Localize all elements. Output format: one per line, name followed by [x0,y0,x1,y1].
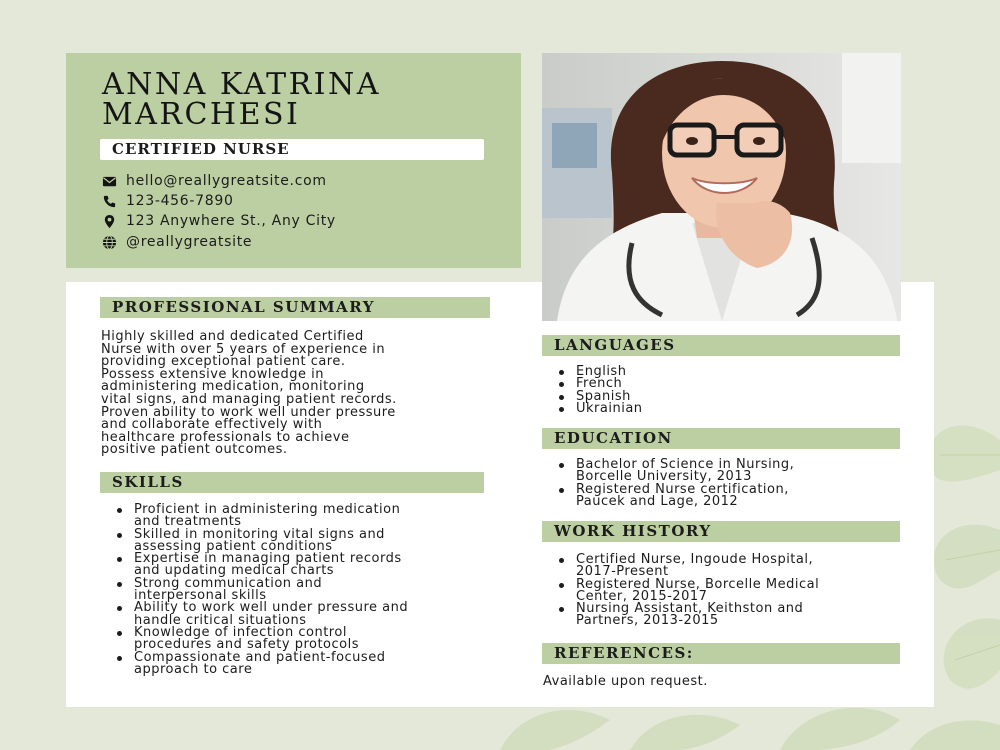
references-heading: REFERENCES: [554,644,694,662]
name-line-2: MARCHESI [102,97,301,132]
contact-phone[interactable] [102,191,234,211]
list-item: Ukrainian [554,403,894,415]
list-item-line: Nursing Assistant, Keithston and [576,601,804,617]
list-item [554,603,894,628]
globe-icon [102,235,117,250]
summary-line: vital signs, and managing patient records. [101,391,397,407]
list-item-line: Proficient in administering medication [134,502,401,517]
skills-heading-bar [100,472,484,493]
education-heading-bar [542,428,900,449]
languages-heading-bar [542,335,900,356]
list-item-line: Registered Nurse, Borcelle Medical [576,576,820,592]
contact-address [102,211,336,231]
work-history-heading: WORK HISTORY [554,522,712,540]
list-item: French [554,378,894,390]
phone-text: 123-456-7890 [126,193,234,209]
references-text: Available upon request. [543,674,708,689]
address-text: 123 Anywhere St., Any City [126,213,336,229]
email-text: hello@reallygreatsite.com [126,173,327,189]
summary-line: Proven ability to work well under pressure [101,404,396,420]
candidate-name [102,67,512,132]
website-text: @reallygreatsite [126,234,253,250]
list-item-line: handle critical situations [134,612,307,628]
job-title-bar [100,139,484,160]
list-item-line: Bachelor of Science in Nursing, [576,457,795,472]
summary-heading-bar [100,297,490,318]
list-item [554,576,894,604]
education-list [554,459,894,508]
summary-text [101,331,501,457]
list-item-line: Skilled in monitoring vital signs and [134,526,385,542]
job-title: CERTIFIED NURSE [112,140,290,158]
list-item-line: Certified Nurse, Ingoude Hospital, [576,552,814,567]
list-item-line: and treatments [134,514,242,530]
list-item-line: approach to care [134,661,253,677]
list-item-line: Paucek and Lage, 2012 [576,493,739,509]
list-item-line: Center, 2015-2017 [576,588,708,604]
education-heading: EDUCATION [554,429,673,447]
list-item-line: Ability to work well under pressure and [134,600,409,616]
contact-email[interactable] [102,171,327,191]
list-item: Spanish [554,391,894,403]
list-item-line: Strong communication and [134,575,323,591]
summary-line: administering medication, monitoring [101,379,365,395]
contact-website[interactable] [102,232,252,252]
list-item [112,526,512,554]
work-history-heading-bar [542,521,900,542]
summary-line: Highly skilled and dedicated Certified [101,329,364,344]
languages-heading: LANGUAGES [554,336,676,354]
list-item-line: Registered Nurse certification, [576,481,789,497]
skills-list [112,504,512,676]
summary-line: Possess extensive knowledge in [101,366,325,382]
summary-line: positive patient outcomes. [101,442,288,458]
list-item [112,649,512,677]
list-item [554,554,894,579]
list-item-line: Expertise in managing patient records [134,551,402,567]
list-item-line: assessing patient conditions [134,538,333,554]
list-item-line: Borcelle University, 2013 [576,469,752,485]
list-item [112,575,512,604]
list-item [112,553,512,578]
list-item [112,602,512,627]
skills-heading: SKILLS [112,473,184,491]
references-heading-bar [542,643,900,664]
list-item [112,504,512,529]
list-item [554,481,894,509]
summary-line: healthcare professionals to achieve [101,429,350,445]
summary-heading: PROFESSIONAL SUMMARY [112,298,375,316]
list-item-line: Compassionate and patient-focused [134,649,386,665]
list-item [554,459,894,484]
list-item-line: Partners, 2013-2015 [576,613,719,629]
name-line-1: ANNA KATRINA [102,67,381,102]
profile-photo [542,53,901,321]
summary-line: Nurse with over 5 years of experience in [101,341,386,357]
list-item [112,624,512,653]
list-item-line: and updating medical charts [134,563,335,579]
list-item-line: Knowledge of infection control [134,624,347,640]
list-item-line: interpersonal skills [134,588,267,604]
summary-line: and collaborate effectively with [101,417,323,433]
work-history-list [554,554,894,628]
languages-list [554,366,894,415]
list-item-line: 2017-Present [576,564,669,580]
list-item: English [554,366,894,378]
location-pin-icon [102,214,117,229]
phone-icon [102,194,117,209]
list-item-line: procedures and safety protocols [134,637,359,653]
summary-line: providing exceptional patient care. [101,354,346,370]
envelope-icon [102,174,117,189]
